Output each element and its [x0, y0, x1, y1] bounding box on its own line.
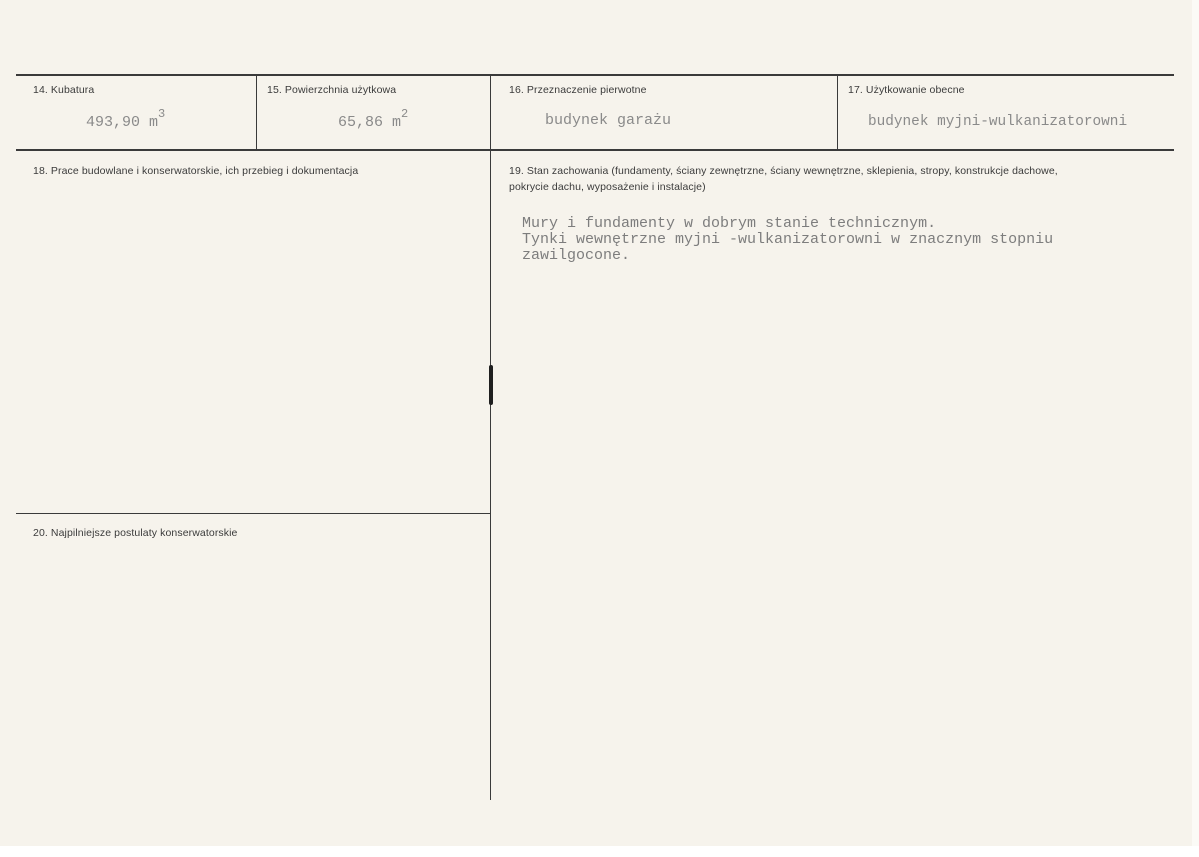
field-17-value: budynek myjni-wulkanizatorowni — [868, 114, 1128, 130]
field-19-line-3: zawilgocone. — [522, 247, 631, 264]
field-14-label: 14. Kubatura — [33, 84, 95, 96]
field-19-label: 19. Stan zachowania (fundamenty, ściany zewnętrzne, ściany wewnętrzne, sklepienia, stropy, konstrukcje dachowe, pokrycie dachu, wyposażenie i instalacje) — [509, 165, 1058, 193]
field-15-value — [338, 107, 409, 131]
field-16-label: 16. Przeznaczenie pierwotne — [509, 84, 647, 96]
middle-rule — [16, 149, 1174, 151]
field-19-line-2: Tynki wewnętrzne myjni -wulkanizatorowni w znacznym stopniu — [522, 231, 1054, 248]
field-17-label: 17. Użytkowanie obecne — [848, 84, 965, 96]
top-rule — [16, 74, 1174, 76]
card-edge-right — [1192, 0, 1199, 857]
divider-14-15 — [256, 75, 257, 149]
divider-16-17 — [837, 75, 838, 149]
field-15-unit-exponent: 2 — [401, 107, 409, 121]
field-14-number: 493,90 m — [86, 114, 159, 131]
left-lower-rule — [16, 513, 490, 514]
field-19-line-1: Mury i fundamenty w dobrym stanie technicznym. — [522, 215, 937, 232]
card-edge-bottom — [0, 846, 1199, 857]
field-14-value — [86, 107, 166, 131]
field-18-label: 18. Prace budowlane i konserwatorskie, ich przebieg i dokumentacja — [33, 165, 359, 177]
divider-main — [490, 75, 491, 800]
field-15-label: 15. Powierzchnia użytkowa — [267, 84, 397, 96]
field-15-number: 65,86 m — [338, 114, 402, 131]
field-14-unit-exponent: 3 — [158, 107, 166, 121]
field-20-label: 20. Najpilniejsze postulaty konserwatorskie — [33, 527, 238, 539]
field-16-value: budynek garażu — [545, 112, 672, 129]
ink-mark — [489, 365, 493, 405]
